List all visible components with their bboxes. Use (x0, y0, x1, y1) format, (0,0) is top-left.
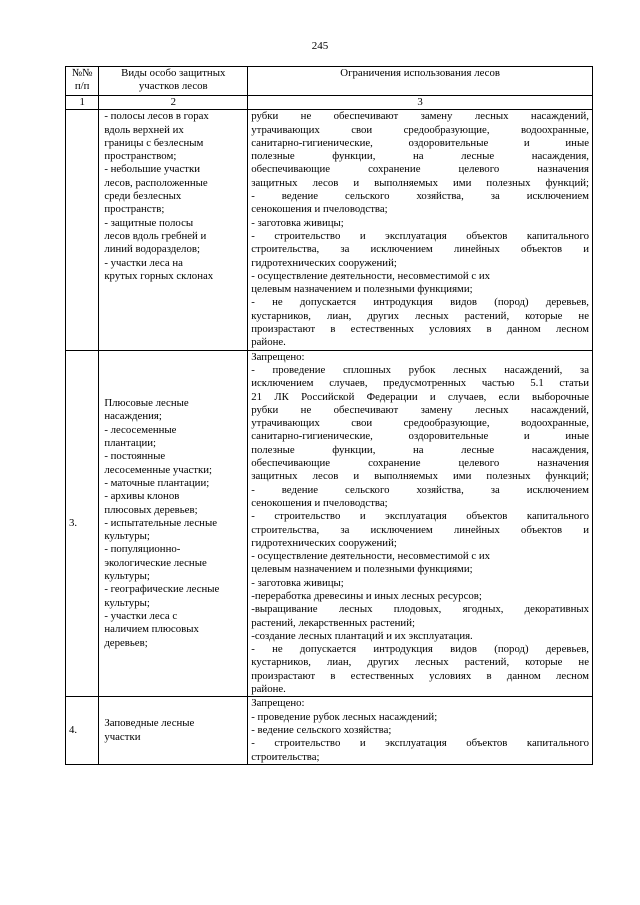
type-line: культуры; (104, 530, 150, 543)
restriction-line: - проведение рубок лесных насаждений; (251, 710, 438, 723)
row-number-cell: 4. (66, 697, 99, 764)
restriction-line: полезные функции, на лесные насаждения, (251, 443, 589, 456)
type-line: - полосы лесов в горах (104, 110, 209, 123)
type-line: - постоянные (104, 450, 166, 463)
restriction-line: - не допускается интродукция видов (пород) деревьев, (251, 296, 589, 309)
usage-restrictions (248, 350, 593, 697)
type-line: лесов вдоль гребней и (104, 229, 207, 242)
type-line: участки (104, 730, 141, 743)
restriction-line: строительства, за исключением линейных объектов и (251, 243, 589, 256)
restriction-line: -переработка древесины и иных лесных ресурсов; (251, 589, 482, 602)
type-line: - участки леса на (104, 256, 183, 269)
protected-area-types (99, 110, 248, 350)
type-line: наличием плюсовых (104, 623, 199, 636)
restriction-line: сенокошения и пчеловодства; (251, 203, 388, 216)
restriction-line: сенокошения и пчеловодства; (251, 496, 388, 509)
protected-area-types (99, 697, 248, 764)
page-number: 245 (311, 40, 329, 52)
restriction-line: рубки не обеспечивают замену лесных насаждений, (251, 403, 589, 416)
column-number: 2 (99, 96, 248, 110)
restriction-line: - заготовка живицы; (251, 216, 344, 229)
type-line: культуры; (104, 570, 150, 583)
restriction-line: целевым назначением и полезными функциями; (251, 283, 473, 296)
restriction-line: - строительство и эксплуатация объектов капитального (251, 510, 589, 523)
type-line: Заповедные лесные (104, 717, 195, 730)
type-line: - участки леса с (104, 609, 178, 622)
table-row-continued (66, 110, 593, 350)
restriction-line: - осуществление деятельности, несовместимой с их (251, 269, 491, 282)
type-line: пространством; (104, 150, 177, 163)
restriction-line: утрачивающих свои средообразующие, водоохранные, (251, 417, 589, 430)
table-row-4 (66, 697, 593, 764)
type-line: насаждения; (104, 410, 162, 423)
type-line: плюсовых деревьев; (104, 503, 198, 516)
restriction-line: кустарников, лиан, других лесных растений, которые не (251, 309, 589, 322)
restriction-line: целевым назначением и полезными функциями; (251, 563, 473, 576)
forest-restrictions-table (65, 66, 593, 765)
usage-restrictions (248, 110, 593, 350)
header-col-restrictions: Ограничения использования лесов (248, 67, 593, 96)
table-row-3 (66, 350, 593, 697)
type-line: деревьев; (104, 636, 148, 649)
restriction-line: -создание лесных плантаций и их эксплуатация. (251, 629, 473, 642)
type-line: границы с безлесным (104, 136, 204, 149)
type-line: плантации; (104, 437, 157, 450)
type-line: пространств; (104, 203, 165, 216)
type-line: вдоль верхней их (104, 123, 184, 136)
restriction-line: -выращивание лесных плодовых, ягодных, декоративных (251, 603, 589, 616)
column-number: 1 (66, 96, 99, 110)
restriction-line: санитарно-гигиенические, оздоровительные и иные (251, 136, 589, 149)
restriction-line: - строительство и эксплуатация объектов капитального (251, 229, 589, 242)
restriction-line: - ведение сельского хозяйства, за исключением (251, 190, 589, 203)
restriction-line: - не допускается интродукция видов (пород) деревьев, (251, 643, 589, 656)
restriction-line: произрастают в естественных условиях в данном лесном (251, 669, 589, 682)
restriction-line: Запрещено: (251, 350, 305, 363)
type-line: лесов, расположенные (104, 176, 208, 189)
type-line: - географические лесные (104, 583, 220, 596)
restriction-line: произрастают в естественных условиях в данном лесном (251, 323, 589, 336)
restriction-line: - осуществление деятельности, несовместимой с их (251, 550, 491, 563)
table-header-row (66, 67, 593, 96)
restriction-line: кустарников, лиан, других лесных растений, которые не (251, 656, 589, 669)
restriction-line: рубки не обеспечивают замену лесных насаждений, (251, 110, 589, 123)
restriction-line: утрачивающих свои средообразующие, водоохранные, (251, 123, 589, 136)
column-number-row (66, 96, 593, 110)
row-number-cell (66, 110, 99, 350)
type-line: культуры; (104, 596, 150, 609)
type-line: экологические лесные (104, 556, 207, 569)
restriction-line: 21 ЛК Российской Федерации и случаев, если выборочные (251, 390, 589, 403)
restriction-line: районе. (251, 336, 286, 349)
column-number: 3 (248, 96, 593, 110)
restriction-line: исключением случаев, предусмотренных частью 5.1 статьи (251, 377, 589, 390)
row-number-cell: 3. (66, 350, 99, 697)
type-line: - популяционно- (104, 543, 181, 556)
type-line: линий водоразделов; (104, 243, 200, 256)
type-line: Плюсовые лесные (104, 397, 189, 410)
restriction-line: обеспечивающие сохранение целевого назначения (251, 457, 589, 470)
restriction-line: строительства, за исключением линейных объектов и (251, 523, 589, 536)
header-col-number: №№ п/п (66, 67, 99, 96)
restriction-line: - ведение сельского хозяйства, за исключением (251, 483, 589, 496)
restriction-line: районе. (251, 683, 286, 696)
type-line: - лесосеменные (104, 423, 177, 436)
restriction-line: - ведение сельского хозяйства; (251, 723, 392, 736)
type-line: - архивы клонов (104, 490, 180, 503)
restriction-line: защитных лесов и выполняемых ими полезных функций; (251, 470, 589, 483)
restriction-line: - заготовка живицы; (251, 576, 344, 589)
restriction-line: полезные функции, на лесные насаждения, (251, 150, 589, 163)
type-line: - маточные плантации; (104, 476, 210, 489)
restriction-line: - строительство и эксплуатация объектов капитального (251, 737, 589, 750)
restriction-line: - проведение сплошных рубок лесных насаждений, за (251, 363, 589, 376)
type-line: - защитные полосы (104, 216, 194, 229)
restriction-line: Запрещено: (251, 697, 305, 710)
restriction-line: растений, лекарственных растений; (251, 616, 415, 629)
type-line: крутых горных склонах (104, 269, 214, 282)
restriction-line: обеспечивающие сохранение целевого назначения (251, 163, 589, 176)
type-line: лесосеменные участки; (104, 463, 213, 476)
header-col-types: Виды особо защитных участков лесов (99, 67, 248, 96)
restriction-line: гидротехнических сооружений; (251, 256, 397, 269)
restriction-line: защитных лесов и выполняемых ими полезных функций; (251, 176, 589, 189)
restriction-line: строительства; (251, 750, 320, 763)
protected-area-types (99, 350, 248, 697)
restriction-line: санитарно-гигиенические, оздоровительные и иные (251, 430, 589, 443)
restriction-line: гидротехнических сооружений; (251, 536, 397, 549)
type-line: - небольшие участки (104, 163, 200, 176)
usage-restrictions (248, 697, 593, 764)
type-line: - испытательные лесные (104, 516, 217, 529)
type-line: среди безлесных (104, 190, 182, 203)
